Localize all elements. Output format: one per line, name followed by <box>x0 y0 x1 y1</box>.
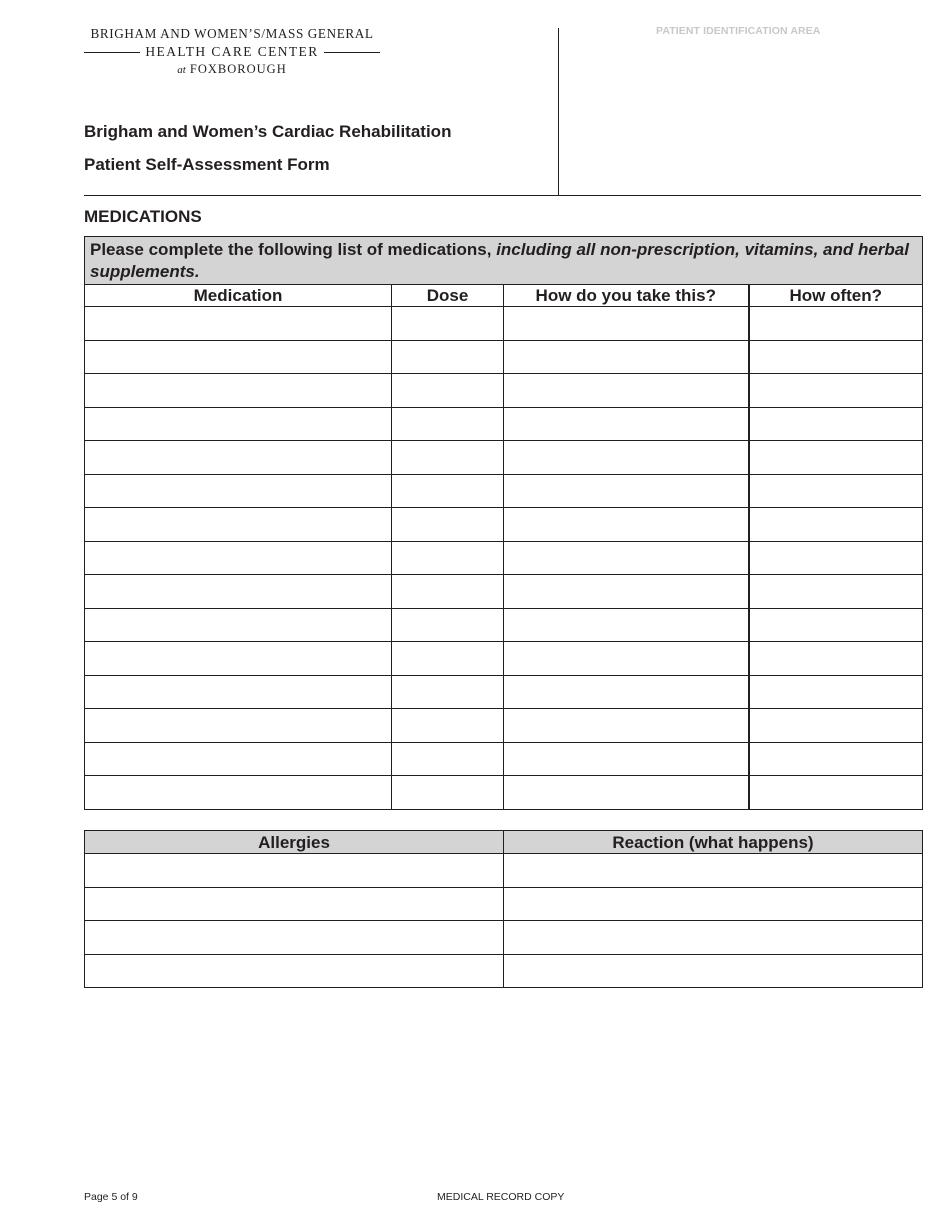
medication-row <box>85 776 923 810</box>
how-taken-cell[interactable] <box>504 441 749 475</box>
how-often-cell[interactable] <box>749 709 923 743</box>
how-often-cell[interactable] <box>749 742 923 776</box>
dose-cell[interactable] <box>392 441 504 475</box>
how-taken-cell[interactable] <box>504 474 749 508</box>
how-often-cell[interactable] <box>749 508 923 542</box>
medication-row <box>85 441 923 475</box>
how-taken-cell[interactable] <box>504 675 749 709</box>
medication-row <box>85 675 923 709</box>
instructions-text: Please complete the following list of medications, <box>90 240 497 259</box>
medication-cell[interactable] <box>85 340 392 374</box>
dose-cell[interactable] <box>392 508 504 542</box>
how-taken-cell[interactable] <box>504 374 749 408</box>
column-header-dose: Dose <box>392 285 504 307</box>
column-header-how-taken: How do you take this? <box>504 285 749 307</box>
how-taken-cell[interactable] <box>504 776 749 810</box>
dose-cell[interactable] <box>392 541 504 575</box>
dose-cell[interactable] <box>392 340 504 374</box>
section-title-medications: MEDICATIONS <box>84 207 202 226</box>
medication-row <box>85 575 923 609</box>
column-header-allergies: Allergies <box>85 831 504 854</box>
medication-cell[interactable] <box>85 407 392 441</box>
allergy-row <box>85 954 923 988</box>
how-often-cell[interactable] <box>749 441 923 475</box>
allergy-row <box>85 887 923 921</box>
reaction-cell[interactable] <box>504 954 923 988</box>
how-often-cell[interactable] <box>749 541 923 575</box>
medication-row <box>85 742 923 776</box>
medications-instructions <box>85 237 923 285</box>
allergy-row <box>85 854 923 888</box>
allergy-cell[interactable] <box>85 921 504 955</box>
dose-cell[interactable] <box>392 474 504 508</box>
how-often-cell[interactable] <box>749 776 923 810</box>
allergy-cell[interactable] <box>85 854 504 888</box>
medication-row <box>85 474 923 508</box>
allergy-cell[interactable] <box>85 887 504 921</box>
medication-row <box>85 608 923 642</box>
form-subtitle: Patient Self-Assessment Form <box>84 155 330 174</box>
column-header-reaction: Reaction (what happens) <box>504 831 923 854</box>
page-number: Page 5 of 9 <box>84 1191 138 1203</box>
header-divider-horizontal <box>84 195 921 196</box>
dose-cell[interactable] <box>392 307 504 341</box>
organization-logo <box>84 27 380 78</box>
allergy-row <box>85 921 923 955</box>
logo-at: at <box>177 64 186 76</box>
medication-cell[interactable] <box>85 675 392 709</box>
patient-identification-area-label: PATIENT IDENTIFICATION AREA <box>656 25 821 37</box>
how-taken-cell[interactable] <box>504 340 749 374</box>
medications-table <box>84 236 923 810</box>
how-taken-cell[interactable] <box>504 709 749 743</box>
allergy-cell[interactable] <box>85 954 504 988</box>
how-often-cell[interactable] <box>749 407 923 441</box>
medication-cell[interactable] <box>85 742 392 776</box>
medication-cell[interactable] <box>85 508 392 542</box>
how-often-cell[interactable] <box>749 642 923 676</box>
medication-cell[interactable] <box>85 776 392 810</box>
dose-cell[interactable] <box>392 776 504 810</box>
medication-cell[interactable] <box>85 441 392 475</box>
medication-row <box>85 307 923 341</box>
how-often-cell[interactable] <box>749 474 923 508</box>
instructions-emphasis: including all non-prescription, vitamins, and herbal supplements. <box>90 240 909 281</box>
medication-row <box>85 407 923 441</box>
how-taken-cell[interactable] <box>504 642 749 676</box>
medication-row <box>85 508 923 542</box>
medication-row <box>85 374 923 408</box>
medication-cell[interactable] <box>85 575 392 609</box>
how-often-cell[interactable] <box>749 340 923 374</box>
allergies-header-row <box>85 831 923 854</box>
dose-cell[interactable] <box>392 742 504 776</box>
form-title: Brigham and Women’s Cardiac Rehabilitation <box>84 122 452 141</box>
logo-location: FOXBOROUGH <box>189 62 287 76</box>
dose-cell[interactable] <box>392 642 504 676</box>
medication-cell[interactable] <box>85 608 392 642</box>
logo-line-3 <box>84 62 380 78</box>
medication-row <box>85 340 923 374</box>
medication-cell[interactable] <box>85 307 392 341</box>
medication-cell[interactable] <box>85 541 392 575</box>
logo-line-2 <box>84 44 380 60</box>
medication-row <box>85 642 923 676</box>
how-taken-cell[interactable] <box>504 508 749 542</box>
medication-cell[interactable] <box>85 474 392 508</box>
dose-cell[interactable] <box>392 709 504 743</box>
dose-cell[interactable] <box>392 575 504 609</box>
allergies-table <box>84 830 923 988</box>
how-often-cell[interactable] <box>749 675 923 709</box>
medications-header-row <box>85 285 923 307</box>
dose-cell[interactable] <box>392 407 504 441</box>
logo-rule-right <box>324 52 380 53</box>
column-header-medication: Medication <box>85 285 392 307</box>
how-taken-cell[interactable] <box>504 608 749 642</box>
reaction-cell[interactable] <box>504 887 923 921</box>
dose-cell[interactable] <box>392 374 504 408</box>
logo-rule-left <box>84 52 140 53</box>
medication-cell[interactable] <box>85 374 392 408</box>
reaction-cell[interactable] <box>504 921 923 955</box>
how-taken-cell[interactable] <box>504 307 749 341</box>
how-often-cell[interactable] <box>749 307 923 341</box>
logo-line-1: BRIGHAM AND WOMEN’S/MASS GENERAL <box>90 26 374 41</box>
dose-cell[interactable] <box>392 608 504 642</box>
reaction-cell[interactable] <box>504 854 923 888</box>
how-taken-cell[interactable] <box>504 541 749 575</box>
how-taken-cell[interactable] <box>504 742 749 776</box>
medication-cell[interactable] <box>85 709 392 743</box>
how-often-cell[interactable] <box>749 575 923 609</box>
dose-cell[interactable] <box>392 675 504 709</box>
how-taken-cell[interactable] <box>504 407 749 441</box>
how-taken-cell[interactable] <box>504 575 749 609</box>
medication-cell[interactable] <box>85 642 392 676</box>
how-often-cell[interactable] <box>749 608 923 642</box>
logo-line-2-text: HEALTH CARE CENTER <box>145 44 319 59</box>
how-often-cell[interactable] <box>749 374 923 408</box>
medication-row <box>85 541 923 575</box>
header-divider-vertical <box>558 28 559 195</box>
column-header-how-often: How often? <box>749 285 923 307</box>
medical-record-copy-label: MEDICAL RECORD COPY <box>437 1191 565 1203</box>
medication-row <box>85 709 923 743</box>
